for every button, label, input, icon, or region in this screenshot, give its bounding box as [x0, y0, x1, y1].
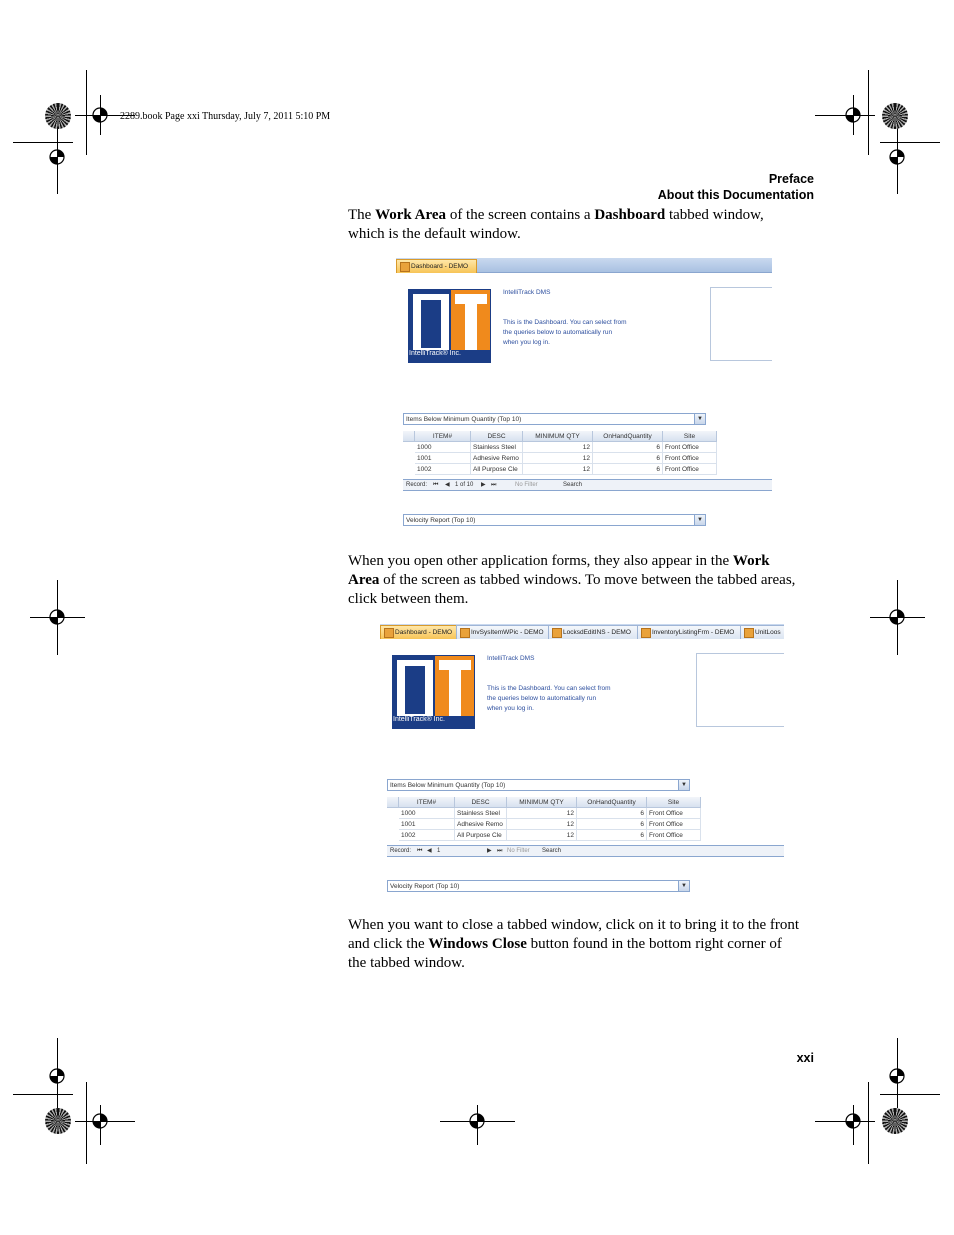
record-navigator	[387, 845, 784, 857]
table-cell[interactable]: 12	[523, 442, 593, 453]
column-header[interactable]: Site	[663, 431, 717, 442]
table-cell[interactable]: 1001	[415, 453, 471, 464]
tab-bar	[396, 258, 772, 273]
app-name: IntelliTrack DMS	[487, 655, 535, 662]
table-cell[interactable]: 6	[577, 808, 647, 819]
table-cell[interactable]: Front Office	[647, 808, 701, 819]
next-record-icon[interactable]: ▶	[487, 848, 492, 854]
no-filter-button[interactable]: No Filter	[507, 848, 530, 854]
logo-caption: IntelliTrack® Inc.	[393, 716, 445, 723]
column-header[interactable]: Site	[647, 797, 701, 808]
registration-mark-icon	[887, 607, 907, 627]
registration-mark-icon	[467, 1111, 487, 1131]
table-cell[interactable]: All Purpose Cle	[471, 464, 523, 475]
paragraph-3: When you want to close a tabbed window, click on it to bring it to the front and click the Windows Close button found in the bottom right corner of the tabbed window.	[348, 917, 800, 971]
query-select-2[interactable]: Velocity Report (Top 10) ▼	[403, 514, 706, 526]
header-section: About this Documentation	[657, 188, 814, 202]
last-record-icon[interactable]: ⏭	[491, 482, 497, 488]
registration-mark-icon	[843, 1111, 863, 1131]
registration-mark-icon	[47, 1066, 67, 1086]
table-cell[interactable]: Adhesive Remo	[455, 819, 507, 830]
table-cell[interactable]: 6	[593, 464, 663, 475]
intro-line-3: when you log in.	[487, 705, 534, 712]
table-cell[interactable]: Adhesive Remo	[471, 453, 523, 464]
registration-mark-icon	[47, 607, 67, 627]
tabbed-windows-screenshot	[380, 624, 784, 900]
table-cell[interactable]: All Purpose Cle	[455, 830, 507, 841]
form-icon	[641, 628, 651, 638]
table-cell[interactable]: 12	[507, 808, 577, 819]
app-name: IntelliTrack DMS	[503, 289, 551, 296]
prev-record-icon[interactable]: ◀	[445, 482, 450, 488]
side-panel	[696, 653, 784, 727]
chevron-down-icon[interactable]: ▼	[678, 881, 689, 891]
registration-mark-icon	[887, 147, 907, 167]
column-header[interactable]: DESC	[471, 431, 523, 442]
record-number[interactable]: 1 of 10	[455, 482, 474, 488]
column-header[interactable]: OnHandQuantity	[593, 431, 663, 442]
form-icon	[400, 262, 410, 272]
tab-locksdeditins[interactable]: LocksdEditINS - DEMO	[548, 625, 640, 639]
no-filter-button[interactable]: No Filter	[515, 482, 538, 488]
tab-unitloos[interactable]: UnitLoos	[740, 625, 784, 639]
page-number: xxi	[796, 1051, 814, 1065]
query-select-1[interactable]: Items Below Minimum Quantity (Top 10) ▼	[403, 413, 706, 425]
record-navigator	[403, 479, 772, 491]
side-panel	[710, 287, 772, 361]
tab-invsysitemwpic[interactable]: InvSysItemWPic - DEMO	[456, 625, 553, 639]
next-record-icon[interactable]: ▶	[481, 482, 486, 488]
table-cell[interactable]: 6	[593, 442, 663, 453]
table-cell[interactable]: Front Office	[663, 464, 717, 475]
table-cell[interactable]: Stainless Steel	[471, 442, 523, 453]
paragraph-1: The Work Area of the screen contains a Dashboard tabbed window, which is the default window.	[348, 207, 764, 242]
column-header[interactable]: ITEM#	[399, 797, 455, 808]
starburst-mark-icon	[45, 103, 71, 129]
query-select-1[interactable]: Items Below Minimum Quantity (Top 10) ▼	[387, 779, 690, 791]
table-cell[interactable]: 12	[523, 464, 593, 475]
registration-mark-icon	[887, 1066, 907, 1086]
table-cell[interactable]: Front Office	[663, 453, 717, 464]
table-cell[interactable]: 1000	[415, 442, 471, 453]
starburst-mark-icon	[45, 1108, 71, 1134]
registration-mark-icon	[90, 1111, 110, 1131]
dashboard-screenshot	[396, 258, 772, 541]
chevron-down-icon[interactable]: ▼	[694, 414, 705, 424]
search-box[interactable]: Search	[542, 848, 562, 854]
table-cell[interactable]: 6	[577, 830, 647, 841]
column-header[interactable]: MINIMUM QTY	[507, 797, 577, 808]
tab-bar	[380, 624, 784, 639]
query-select-2[interactable]: Velocity Report (Top 10) ▼	[387, 880, 690, 892]
first-record-icon[interactable]: ⏮	[417, 848, 423, 854]
form-icon	[744, 628, 754, 638]
record-label: Record:	[390, 848, 412, 854]
table-cell[interactable]: 6	[577, 819, 647, 830]
intro-line-1: This is the Dashboard. You can select from	[503, 319, 627, 326]
column-header[interactable]: OnHandQuantity	[577, 797, 647, 808]
record-number[interactable]: 1	[437, 848, 441, 854]
intro-line-1: This is the Dashboard. You can select from	[487, 685, 611, 692]
form-icon	[552, 628, 562, 638]
table-cell[interactable]: 12	[523, 453, 593, 464]
search-box[interactable]: Search	[563, 482, 583, 488]
table-cell[interactable]: Front Office	[647, 819, 701, 830]
table-cell[interactable]: 1000	[399, 808, 455, 819]
tab-inventorylistingfrm[interactable]: InventoryListingFrm - DEMO	[637, 625, 743, 639]
form-icon	[384, 628, 394, 638]
intro-line-2: the queries below to automatically run	[487, 695, 597, 702]
last-record-icon[interactable]: ⏭	[497, 848, 503, 854]
table-cell[interactable]: Stainless Steel	[455, 808, 507, 819]
logo-caption: IntelliTrack® Inc.	[409, 350, 461, 357]
results-grid	[403, 431, 772, 491]
form-icon	[460, 628, 470, 638]
intro-line-3: when you log in.	[503, 339, 550, 346]
chevron-down-icon[interactable]: ▼	[694, 515, 705, 525]
table-cell[interactable]: 1001	[399, 819, 455, 830]
table-cell[interactable]: 12	[507, 819, 577, 830]
table-cell[interactable]: 1002	[399, 830, 455, 841]
file-slug: 2289.book Page xxi Thursday, July 7, 2011 5:10 PM	[120, 111, 331, 122]
starburst-mark-icon	[882, 1108, 908, 1134]
table-cell[interactable]: Front Office	[647, 830, 701, 841]
column-header[interactable]: MINIMUM QTY	[523, 431, 593, 442]
tab-dashboard[interactable]: Dashboard - DEMO	[380, 625, 461, 639]
paragraph-2: When you open other application forms, they also appear in the Work Area of the screen as tabbed windows. To move between the tabbed areas, click between them.	[348, 553, 796, 607]
registration-mark-icon	[90, 105, 110, 125]
table-cell[interactable]: 6	[593, 453, 663, 464]
prev-record-icon[interactable]: ◀	[427, 848, 432, 854]
column-header[interactable]: ITEM#	[415, 431, 471, 442]
intro-line-2: the queries below to automatically run	[503, 329, 613, 336]
results-grid	[387, 797, 784, 857]
header-chapter: Preface	[768, 172, 814, 186]
row-selector-header[interactable]	[387, 797, 399, 808]
registration-mark-icon	[47, 147, 67, 167]
table-cell[interactable]: 12	[507, 830, 577, 841]
record-label: Record:	[406, 482, 428, 488]
column-header[interactable]: DESC	[455, 797, 507, 808]
first-record-icon[interactable]: ⏮	[433, 482, 439, 488]
tab-dashboard[interactable]: Dashboard - DEMO	[396, 259, 477, 273]
registration-mark-icon	[843, 105, 863, 125]
row-selector-header[interactable]	[403, 431, 415, 442]
table-cell[interactable]: Front Office	[663, 442, 717, 453]
table-cell[interactable]: 1002	[415, 464, 471, 475]
starburst-mark-icon	[882, 103, 908, 129]
chevron-down-icon[interactable]: ▼	[678, 780, 689, 790]
